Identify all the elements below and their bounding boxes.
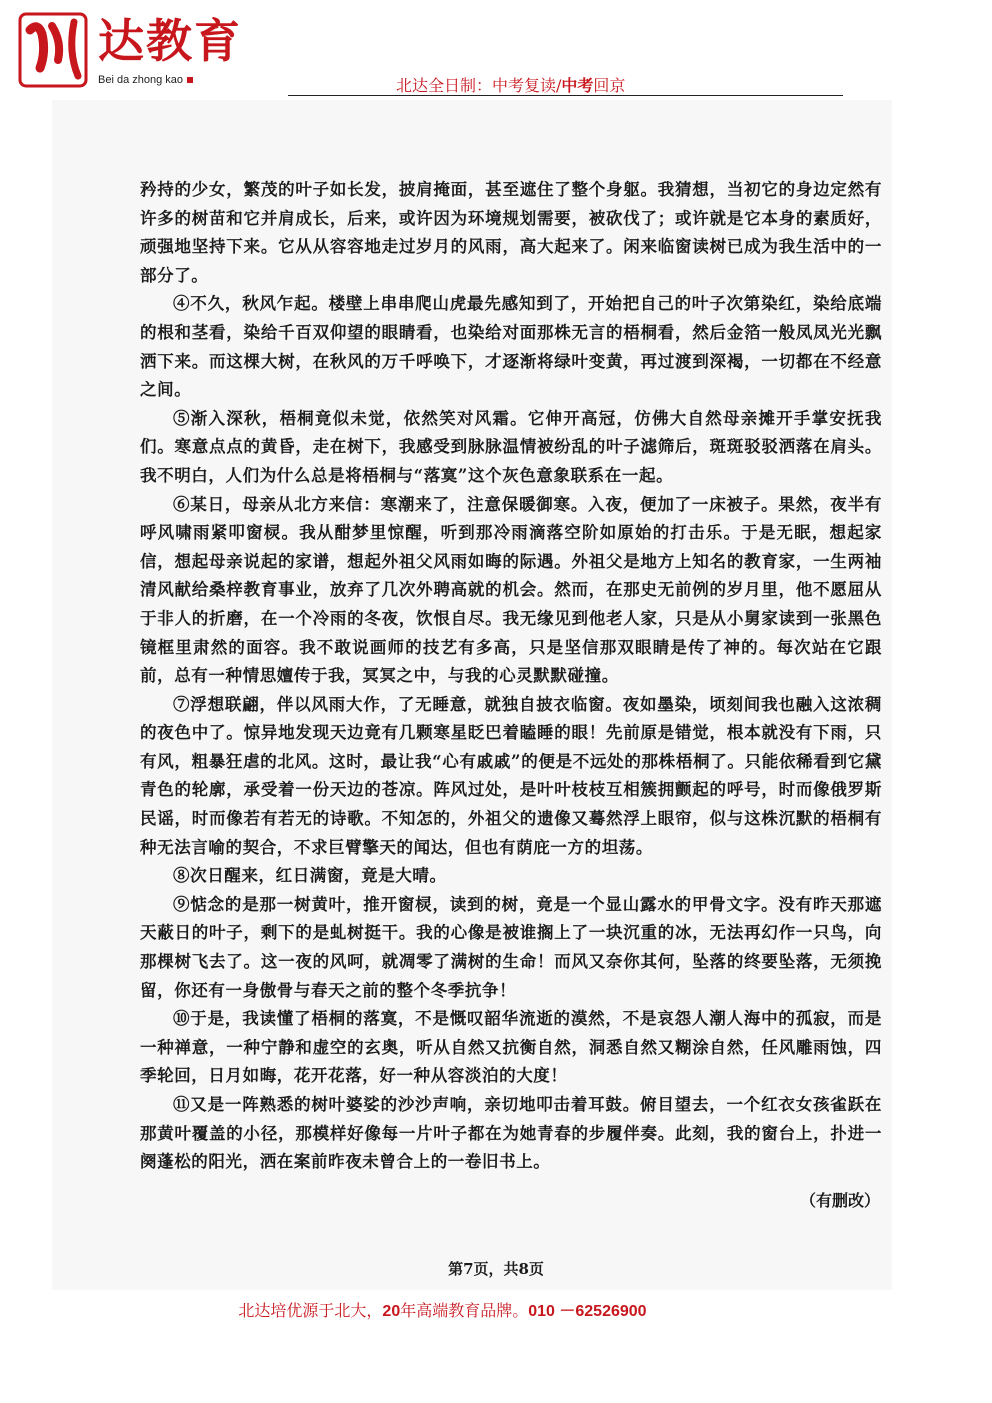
brand-subtitle: Bei da zhong kao <box>98 74 193 86</box>
source-credit: （有删改） <box>799 1191 880 1210</box>
page-number: 第7页，共8页 <box>448 1260 544 1278</box>
paragraph-7: ⑦浮想联翩，伴以风雨大作，了无睡意，就独自披衣临窗。夜如墨染，顷刻间我也融入这浓稠的夜色中了。惊异地发现天边竟有几颗寒星眨巴着瞌睡的眼！先前原是错觉，根本就没有下雨，只有风，粗暴狂虐的北风。这时，最让我“心有戚戚”的便是不远处的那株梧桐了。只能依稀看到它黛青色的轮廓，承受着一份天边的苍凉。阵风过处，是叶叶枝枝互相簇拥颤起的呼号，时而像俄罗斯民谣，时而像若有若无的诗歌。不知怎的，外祖父的遗像又蓦然浮上眼帘，似与这株沉默的梧桐有种无法言喻的契合，不求巨臂擎天的闻达，但也有荫庇一方的坦荡。 <box>140 694 882 857</box>
paragraph-11: ⑪又是一阵熟悉的树叶婆娑的沙沙声响，亲切地叩击着耳鼓。俯目望去，一个红衣女孩雀跃在那黄叶覆盖的小径，那模样好像每一片叶子都在为她青春的步履伴奏。此刻，我的窗台上，扑进一阕蓬松的阳光，洒在案前昨夜未曾合上的一卷旧书上。 <box>140 1095 882 1172</box>
header-tagline: 北达全日制：中考复读/中考回京 <box>396 76 626 95</box>
paragraph-5: ⑤渐入深秋，梧桐竟似未觉，依然笑对风霜。它伸开高冠，仿佛大自然母亲摊开手掌安抚我们。寒意点点的黄昏，走在树下，我感受到脉脉温情被纷乱的叶子滤筛后，斑斑驳驳洒落在肩头。我不明白，人们为什么总是将梧桐与“落寞”这个灰色意象联系在一起。 <box>140 408 882 485</box>
brand-mark-icon <box>18 12 90 90</box>
footer-slogan: 北达培优源于北大，20年高端教育品牌。010 －62526900 <box>238 1301 647 1320</box>
paragraph-8: ⑧次日醒来，红日满窗，竟是大晴。 <box>173 866 447 886</box>
header-divider <box>288 95 843 96</box>
article-body <box>140 176 882 1177</box>
paragraph-continued: 矜持的少女，繁茂的叶子如长发，披肩掩面，甚至遮住了整个身躯。我猜想，当初它的身边定然有许多的树苗和它并肩成长，后来，或许因为环境规划需要，被砍伐了；或许就是它本身的素质好，顽强地坚持下来。它从从容容地走过岁月的风雨，高大起来了。闲来临窗读树已成为我生活中的一部分了。 <box>140 180 882 285</box>
brand-name: 达教育 <box>98 14 242 68</box>
paragraph-4: ④不久，秋风乍起。楼壁上串串爬山虎最先感知到了，开始把自己的叶子次第染红，染给底端的根和茎看，染给千百双仰望的眼睛看，也染给对面那株无言的梧桐看，然后金箔一般凤凤光光飘洒下来。而这棵大树，在秋风的万千呼唤下，才逐渐将绿叶变黄，再过渡到深褐，一切都在不经意之间。 <box>140 294 882 400</box>
paragraph-9: ⑨惦念的是那一树黄叶，推开窗棂，读到的树，竟是一个显山露水的甲骨文字。没有昨天那遮天蔽日的叶子，剩下的是虬树挺干。我的心像是被谁搁上了一块沉重的冰，无法再幻作一只鸟，向那棵树飞去了。这一夜的风呵，就凋零了满树的生命！而风又奈你其何，坠落的终要坠落，无须挽留，你还有一身傲骨与春天之前的整个冬季抗争！ <box>140 894 882 1000</box>
brand-logo <box>18 12 263 92</box>
paragraph-10: ⑩于是，我读懂了梧桐的落寞，不是慨叹韶华流逝的漠然，不是哀怨人潮人海中的孤寂，而是一种禅意，一种宁静和虚空的玄奥，听从自然又抗衡自然，洞悉自然又糊涂自然，任风雕雨蚀，四季轮回，日月如晦，花开花落，好一种从容淡泊的大度！ <box>140 1009 882 1086</box>
paragraph-6: ⑥某日，母亲从北方来信：寒潮来了，注意保暖御寒。入夜，便加了一床被子。果然，夜半有呼风啸雨紧叩窗棂。我从酣梦里惊醒，听到那冷雨滴落空阶如原始的打击乐。于是无眠，想起家信，想起母亲说起的家谱，想起外祖父风雨如晦的际遇。外祖父是地方上知名的教育家，一生两袖清风献给桑梓教育事业，放弃了几次外聘高就的机会。然而，在那史无前例的岁月里，他不愿屈从于非人的折磨，在一个冷雨的冬夜，饮恨自尽。我无缘见到他老人家，只是从小舅家读到一张黑色镜框里肃然的面容。我不敢说画师的技艺有多高，只是坚信那双眼睛是传了神的。每次站在它跟前，总有一种情思嬗传于我，冥冥之中，与我的心灵默默碰撞。 <box>140 494 882 686</box>
